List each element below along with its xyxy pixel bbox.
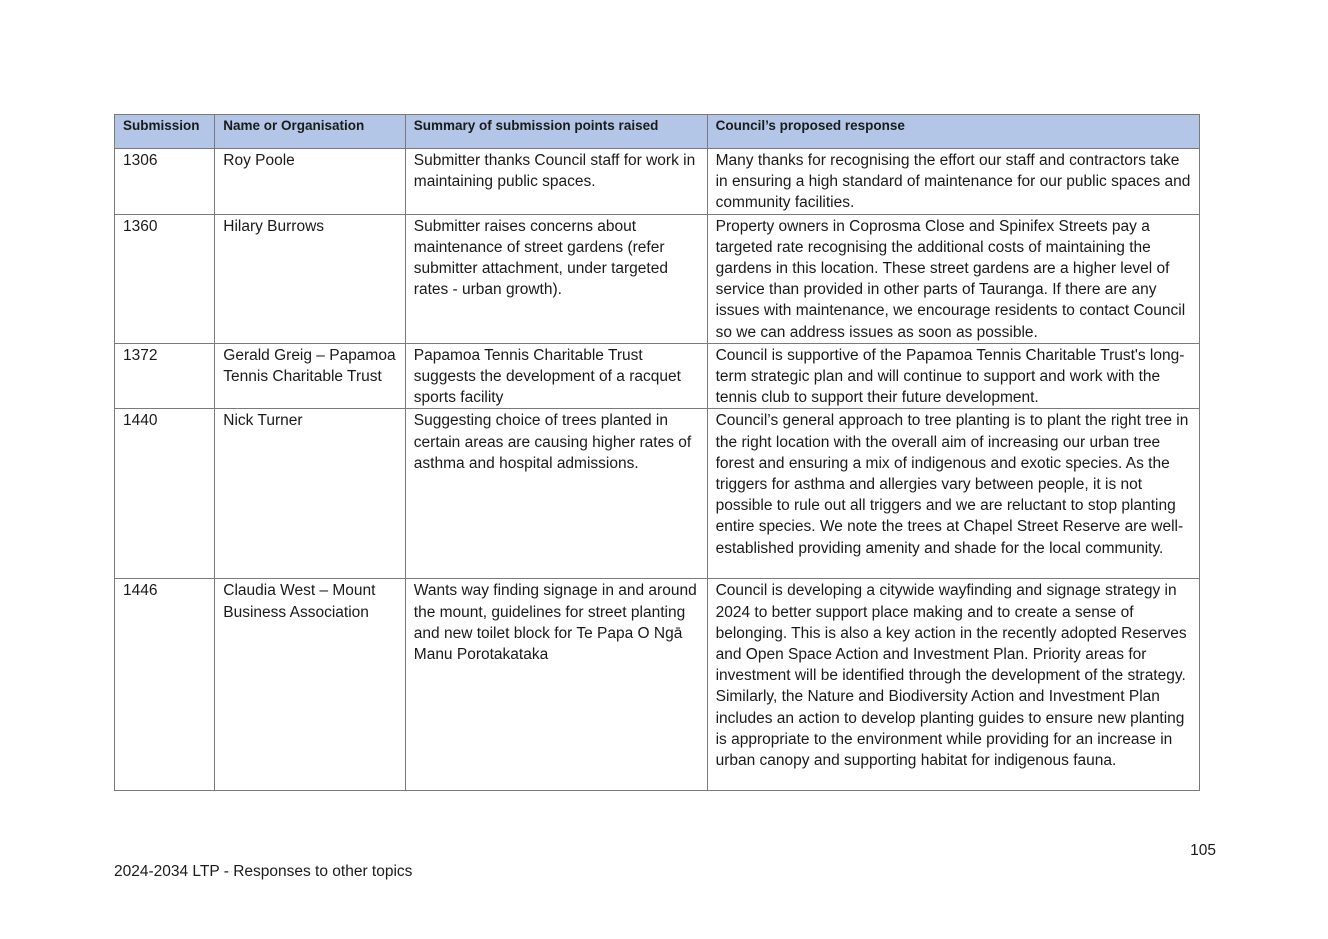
- cell-summary: Submitter thanks Council staff for work in maintaining public spaces.: [405, 149, 707, 215]
- header-summary: Summary of submission points raised: [405, 115, 707, 149]
- submissions-table: [114, 114, 1200, 791]
- header-council-response: Council’s proposed response: [707, 115, 1199, 149]
- cell-submission: 1372: [115, 343, 215, 409]
- header-name-or-organisation: Name or Organisation: [215, 115, 406, 149]
- table-header: [115, 115, 1200, 149]
- document-footer: 2024-2034 LTP - Responses to other topics: [114, 863, 413, 880]
- table-row: [115, 579, 1200, 791]
- cell-name: Roy Poole: [215, 149, 406, 215]
- table-row: [115, 343, 1200, 409]
- cell-name: Claudia West – Mount Business Association: [215, 579, 406, 791]
- table-row: [115, 214, 1200, 343]
- header-row: [115, 115, 1200, 149]
- cell-name: Hilary Burrows: [215, 214, 406, 343]
- table-row: [115, 149, 1200, 215]
- cell-summary: Suggesting choice of trees planted in certain areas are causing higher rates of asthma and hospital admissions.: [405, 409, 707, 579]
- cell-submission: 1360: [115, 214, 215, 343]
- table-body: [115, 149, 1200, 791]
- cell-summary: Submitter raises concerns about maintenance of street gardens (refer submitter attachment, under targeted rates - urban growth).: [405, 214, 707, 343]
- cell-response: Council is supportive of the Papamoa Tennis Charitable Trust's long-term strategic plan and will continue to support and work with the tennis club to support their future development.: [707, 343, 1199, 409]
- header-submission: Submission: [115, 115, 215, 149]
- cell-submission: 1446: [115, 579, 215, 791]
- cell-response: Council is developing a citywide wayfinding and signage strategy in 2024 to better support place making and to create a sense of belonging. This is also a key action in the recently adopted Reserves and Open Space Action and Investment Plan. Priority areas for investment will be identified through the development of the strategy. Similarly, the Nature and Biodiversity Action and Investment Plan includes an action to develop planting guides to ensure new planting is appropriate to the environment while providing for an increase in urban canopy and supporting habitat for indigenous fauna.: [707, 579, 1199, 791]
- cell-summary: Papamoa Tennis Charitable Trust suggests the development of a racquet sports facility: [405, 343, 707, 409]
- cell-submission: 1440: [115, 409, 215, 579]
- cell-submission: 1306: [115, 149, 215, 215]
- table-row: [115, 409, 1200, 579]
- cell-response: Many thanks for recognising the effort our staff and contractors take in ensuring a high standard of maintenance for our public spaces and community facilities.: [707, 149, 1199, 215]
- cell-name: Nick Turner: [215, 409, 406, 579]
- cell-response: Property owners in Coprosma Close and Spinifex Streets pay a targeted rate recognising the additional costs of maintaining the gardens in this location. These street gardens are a higher level of service than provided in other parts of Tauranga. If there are any issues with maintenance, we encourage residents to contact Council so we can address issues as soon as possible.: [707, 214, 1199, 343]
- page-number: 105: [1190, 842, 1216, 859]
- cell-response: Council’s general approach to tree planting is to plant the right tree in the right location with the overall aim of increasing our urban tree forest and ensuring a mix of indigenous and exotic species. As the triggers for asthma and allergies vary between people, it is not possible to rule out all triggers and we are reluctant to stop planting entire species. We note the trees at Chapel Street Reserve are well-established providing amenity and shade for the local community.: [707, 409, 1199, 579]
- cell-summary: Wants way finding signage in and around the mount, guidelines for street planting and new toilet block for Te Papa O Ngā Manu Porotakataka: [405, 579, 707, 791]
- cell-name: Gerald Greig – Papamoa Tennis Charitable Trust: [215, 343, 406, 409]
